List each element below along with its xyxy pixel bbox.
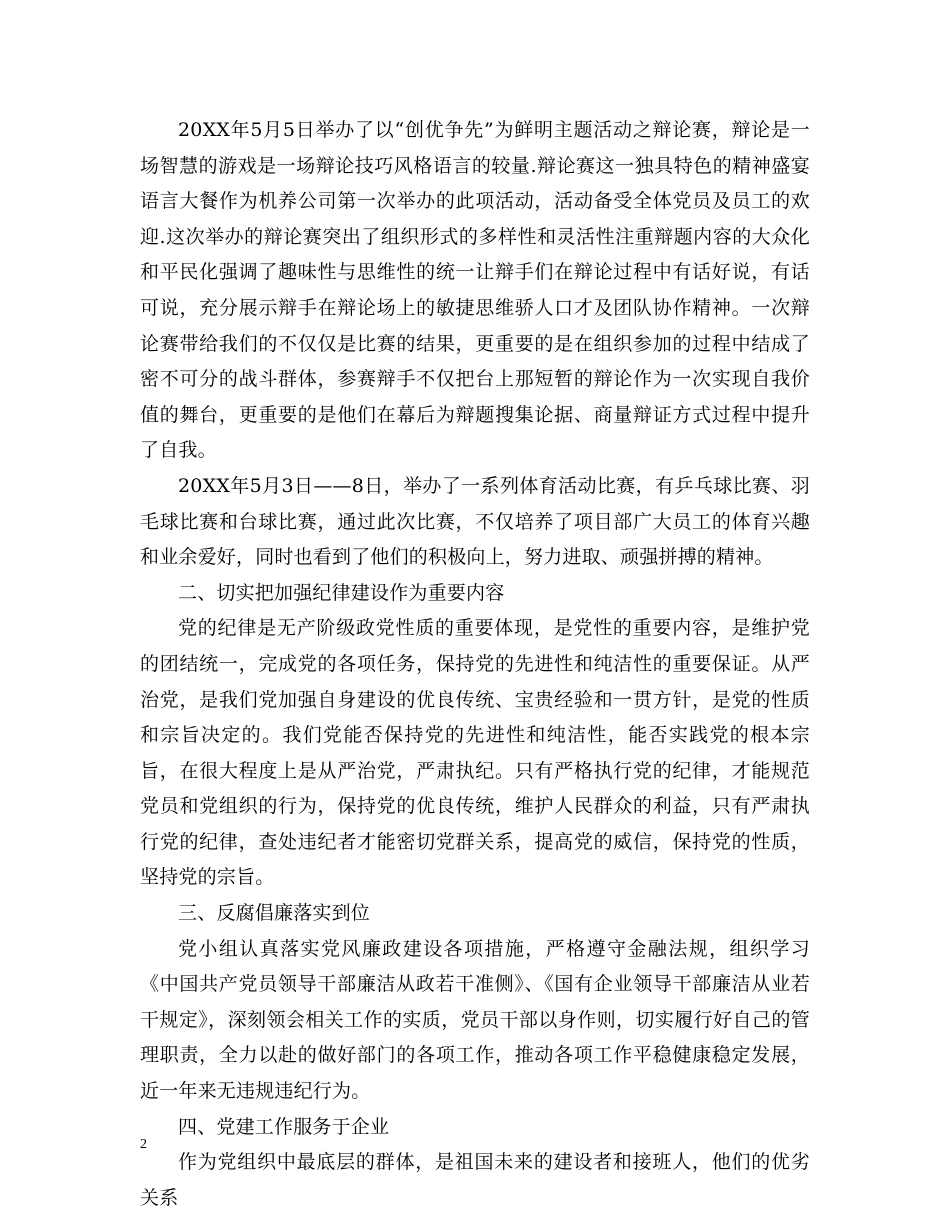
section-heading-discipline: 二、切实把加强纪律建设作为重要内容 <box>178 581 505 604</box>
section-heading-party-building: 四、党建工作服务于企业 <box>178 1115 390 1138</box>
page-number: 2 <box>140 1137 147 1152</box>
paragraph-party-building: 作为党组织中最底层的群体，是祖国未来的建设者和接班人，他们的优劣关系 <box>140 1151 810 1209</box>
paragraph-debate-contest: 20XX年5月5日举办了以“创优争先”为鲜明主题活动之辩论赛，辩论是一场智慧的游戏是一场辩论技巧风格语言的较量.辩论赛这一独具特色的精神盛宴语言大餐作为机养公司第一次举办的此项活动，活动备受全体党员及员工的欢迎.这次举办的辩论赛突出了组织形式的多样性和灵活性注重辩题内容的大众化和平民化强调了趣味性与思维性的统一让辩手们在辩论过程中有话好说，有话可说，充分展示辩手在辩论场上的敏捷思维骄人口才及团队协作精神。一次辩论赛带给我们的不仅仅是比赛的结果，更重要的是在组织参加的过程中结成了密不可分的战斗群体，参赛辩手不仅把台上那短暂的辩论作为一次实现自我价值的舞台，更重要的是他们在幕后为辩题搜集论据、商量辩证方式过程中提升了自我。 <box>140 119 810 462</box>
document-body <box>140 113 810 1216</box>
section-heading-anti-corruption: 三、反腐倡廉落实到位 <box>178 902 371 925</box>
paragraph-anti-corruption: 党小组认真落实党风廉政建设各项措施，严格遵守金融法规，组织学习《中国共产党员领导干部廉洁从政若干准侧》、《国有企业领导干部廉洁从业若干规定》，深刻领会相关工作的实质，党员干部以身作则，切实履行好自己的管理职责，全力以赴的做好部门的各项工作，推动各项工作平稳健康稳定发展，近一年来无违规违纪行为。 <box>140 937 810 1103</box>
paragraph-sports-events: 20XX年5月3日——8日，举办了一系列体育活动比赛，有乒乓球比赛、羽毛球比赛和台球比赛，通过此次比赛，不仅培养了项目部广大员工的体育兴趣和业余爱好，同时也看到了他们的积极向上，努力进取、顽强拼搏的精神。 <box>140 474 810 569</box>
paragraph-party-discipline: 党的纪律是无产阶级政党性质的重要体现，是党性的重要内容，是维护党的团结统一，完成党的各项任务，保持党的先进性和纯洁性的重要保证。从严治党，是我们党加强自身建设的优良传统、宝贵经验和一贯方针，是党的性质和宗旨决定的。我们党能否保持党的先进性和纯洁性，能否实践党的根本宗旨，在很大程度上是从严治党，严肃执纪。只有严格执行党的纪律，才能规范党员和党组织的行为，保持党的优良传统，维护人民群众的利益，只有严肃执行党的纪律，查处违纪者才能密切党群关系，提高党的威信，保持党的性质，坚持党的宗旨。 <box>140 617 810 889</box>
